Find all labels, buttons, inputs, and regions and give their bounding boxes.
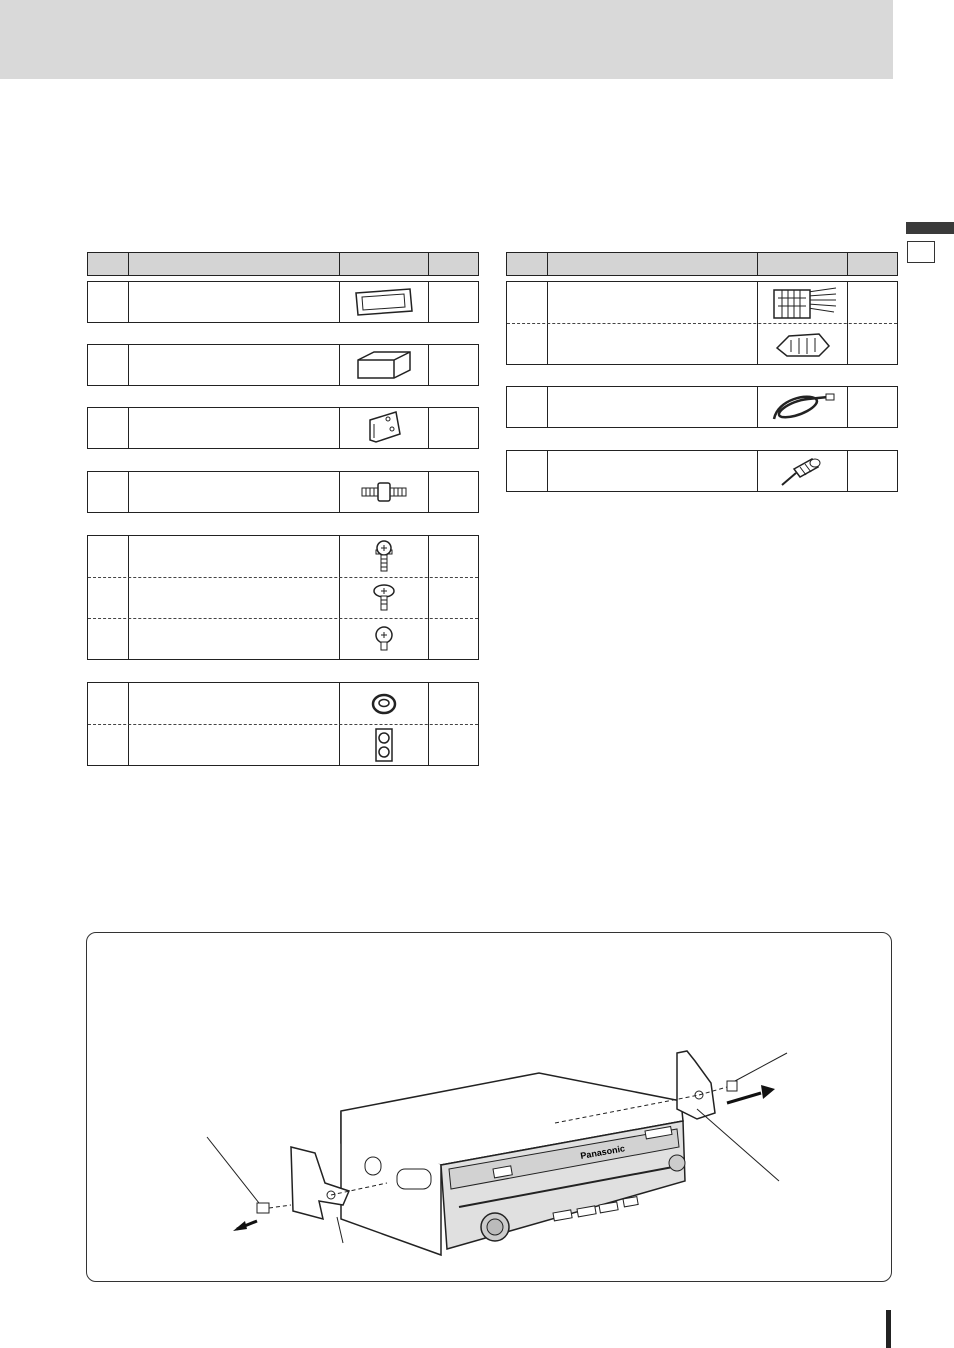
table-row (87, 281, 479, 323)
side-tab (906, 222, 954, 234)
dual-grommet-icon (340, 724, 428, 765)
trim-plate-icon (340, 282, 428, 322)
header-illustration (339, 253, 428, 275)
header-illustration (757, 253, 847, 275)
installation-figure (86, 932, 892, 1282)
cable-icon (758, 387, 847, 427)
mounting-bracket-icon (340, 408, 428, 448)
table-row-group (506, 281, 898, 365)
mounting-collar-icon (340, 345, 428, 385)
round-screw-icon (340, 618, 428, 659)
hex-screw-icon (340, 536, 428, 577)
header-no (507, 253, 547, 275)
rubber-bushing-icon (340, 683, 428, 724)
table-row (506, 386, 898, 428)
mounting-bolt-icon (340, 472, 428, 512)
antenna-adapter-icon (758, 451, 847, 491)
flat-screw-icon (340, 577, 428, 618)
unit-illustration (87, 933, 893, 1283)
table-header (87, 252, 479, 276)
connector-clip-icon (758, 323, 847, 364)
header-qty (847, 253, 899, 275)
header-name (128, 253, 339, 275)
table-row (87, 407, 479, 449)
brand-label: Panasonic (579, 1143, 626, 1161)
table-row (87, 344, 479, 386)
page-edge-bar (886, 1310, 891, 1348)
side-language-box (907, 241, 935, 263)
header-no (88, 253, 128, 275)
header-band (0, 0, 893, 79)
header-name (547, 253, 757, 275)
table-row-group (87, 535, 479, 660)
table-row-group (87, 682, 479, 766)
table-header (506, 252, 898, 276)
header-qty (428, 253, 480, 275)
table-row (506, 450, 898, 492)
left-accessory-table (87, 252, 479, 766)
table-row (87, 471, 479, 513)
right-accessory-table (506, 252, 898, 492)
power-connector-icon (758, 282, 847, 323)
